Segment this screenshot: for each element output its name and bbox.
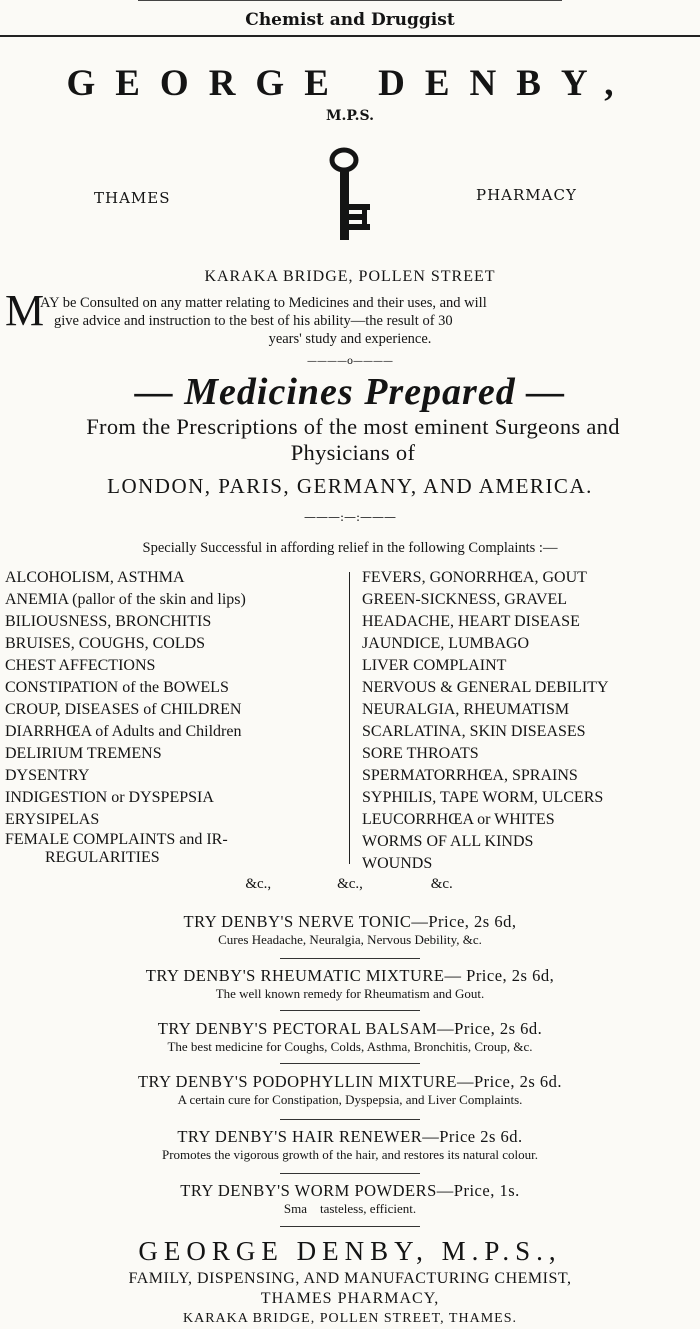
drop-cap: M	[5, 286, 45, 335]
etc-1: &c.,	[245, 876, 272, 892]
product-nerve-tonic	[0, 912, 700, 948]
complaint-item: NEURALGIA, RHEUMATISM	[362, 701, 570, 718]
complaint-item: GREEN-SICKNESS, GRAVEL	[362, 591, 568, 608]
consult-paragraph	[40, 294, 700, 348]
top-hairline	[138, 0, 562, 1]
complaint-item: HEADACHE, HEART DISEASE	[362, 613, 580, 630]
complaint-item: DYSENTRY	[5, 767, 90, 784]
complaint-item: CONSTIPATION of the BOWELS	[5, 679, 229, 696]
colon-divider: ———:—:———	[303, 510, 397, 524]
masthead-right-word: PHARMACY	[476, 186, 577, 204]
complaint-item: SPERMATORRHŒA, SPRAINS	[362, 767, 578, 784]
complaint-female-line-1: FEMALE COMPLAINTS and IR-	[5, 831, 228, 848]
complaint-item: ERYSIPELAS	[5, 811, 100, 828]
consult-line-3: years' study and experience.	[268, 331, 432, 347]
complaints-right-column	[362, 567, 609, 875]
prescriptions-text	[6, 414, 700, 466]
prescriptions-line-2: Physicians of	[290, 440, 416, 465]
product-divider	[280, 1010, 420, 1011]
complaints-intro: Specially Successful in affording relief in the following Complaints :—	[142, 540, 558, 556]
etc-2: &c.,	[337, 876, 363, 892]
column-divider	[349, 572, 350, 864]
product-description: A certain cure for Constipation, Dyspepsia, and Liver Complaints.	[177, 1092, 523, 1107]
complaint-item: CHEST AFFECTIONS	[5, 657, 156, 674]
consult-line-2: give advice and instruction to the best of his ability—the result of 30	[54, 313, 453, 329]
complaint-item: DELIRIUM TREMENS	[5, 745, 162, 762]
footer-address: KARAKA BRIDGE, POLLEN STREET, THAMES.	[183, 1311, 517, 1326]
complaint-item: SORE THROATS	[362, 745, 479, 762]
product-description: Sma tasteless, efficient.	[283, 1201, 417, 1216]
product-description: The well known remedy for Rheumatism and Gout.	[215, 986, 485, 1001]
complaints-left-column	[5, 567, 246, 865]
complaint-item: FEVERS, GONORRHŒA, GOUT	[362, 569, 587, 586]
complaint-item: LEUCORRHŒA or WHITES	[362, 811, 555, 828]
footer-trade: FAMILY, DISPENSING, AND MANUFACTURING CHEMIST,	[128, 1270, 572, 1287]
product-divider	[280, 1119, 420, 1120]
header-rule	[0, 35, 700, 37]
complaint-female-line-2: REGULARITIES	[45, 849, 160, 866]
complaint-item-female	[5, 831, 246, 865]
product-hair-renewer	[0, 1127, 700, 1163]
product-name: TRY DENBY'S PECTORAL BALSAM—Price, 2s 6d.	[157, 1019, 543, 1038]
complaint-item: WORMS OF ALL KINDS	[362, 833, 534, 850]
product-pectoral-balsam	[0, 1019, 700, 1055]
masthead-name: GEORGE DENBY,	[66, 63, 634, 104]
consult-line-1: AY be Consulted on any matter relating to Medicines and their uses, and will	[40, 295, 487, 311]
complaint-item: CROUP, DISEASES of CHILDREN	[5, 701, 242, 718]
cities-line: LONDON, PARIS, GERMANY, AND AMERICA.	[107, 474, 593, 498]
publication-title: Chemist and Druggist	[245, 10, 455, 30]
product-divider	[280, 1173, 420, 1174]
key-icon	[318, 146, 378, 250]
product-description: The best medicine for Coughs, Colds, Asthma, Bronchitis, Croup, &c.	[167, 1039, 533, 1054]
product-divider	[280, 1063, 420, 1064]
ornament-divider: ————o————	[306, 356, 394, 367]
etc-line	[0, 876, 700, 893]
masthead-address: KARAKA BRIDGE, POLLEN STREET	[204, 268, 496, 285]
complaint-item: SCARLATINA, SKIN DISEASES	[362, 723, 586, 740]
etc-3: &c.	[430, 876, 453, 892]
complaint-item: JAUNDICE, LUMBAGO	[362, 635, 530, 652]
footer-pharmacy: THAMES PHARMACY,	[260, 1290, 440, 1307]
complaint-item: INDIGESTION or DYSPEPSIA	[5, 789, 214, 806]
product-name: TRY DENBY'S PODOPHYLLIN MIXTURE—Price, 2s 6d.	[137, 1072, 563, 1091]
product-name: TRY DENBY'S HAIR RENEWER—Price 2s 6d.	[177, 1127, 523, 1146]
complaint-item: SYPHILIS, TAPE WORM, ULCERS	[362, 789, 604, 806]
medicines-heading: — Medicines Prepared —	[134, 371, 566, 413]
product-name: TRY DENBY'S NERVE TONIC—Price, 2s 6d,	[183, 912, 517, 931]
complaint-item: ALCOHOLISM, ASTHMA	[5, 569, 185, 586]
complaint-item: BRUISES, COUGHS, COLDS	[5, 635, 206, 652]
masthead-left-word: THAMES	[94, 189, 171, 207]
complaint-item: BILIOUSNESS, BRONCHITIS	[5, 613, 212, 630]
product-description: Cures Headache, Neuralgia, Nervous Debility, &c.	[218, 932, 482, 947]
product-description: Promotes the vigorous growth of the hair, and restores its natural colour.	[161, 1147, 539, 1162]
complaint-item: ANEMIA (pallor of the skin and lips)	[5, 591, 246, 608]
masthead-credentials: M.P.S.	[326, 108, 374, 124]
complaint-item: WOUNDS	[362, 855, 433, 872]
product-podophyllin-mixture	[0, 1072, 700, 1108]
product-name: TRY DENBY'S WORM POWDERS—Price, 1s.	[180, 1181, 520, 1200]
product-divider	[280, 958, 420, 959]
footer-name: GEORGE DENBY, M.P.S.,	[138, 1236, 562, 1266]
product-name: TRY DENBY'S RHEUMATIC MIXTURE— Price, 2s 6d,	[145, 966, 555, 985]
complaint-item: NERVOUS & GENERAL DEBILITY	[362, 679, 609, 696]
complaint-item: DIARRHŒA of Adults and Children	[5, 723, 242, 740]
prescriptions-line-1: From the Prescriptions of the most eminent Surgeons and	[86, 414, 620, 439]
product-divider	[280, 1226, 420, 1227]
product-rheumatic-mixture	[0, 966, 700, 1002]
product-worm-powders	[0, 1181, 700, 1217]
complaint-item: LIVER COMPLAINT	[362, 657, 507, 674]
